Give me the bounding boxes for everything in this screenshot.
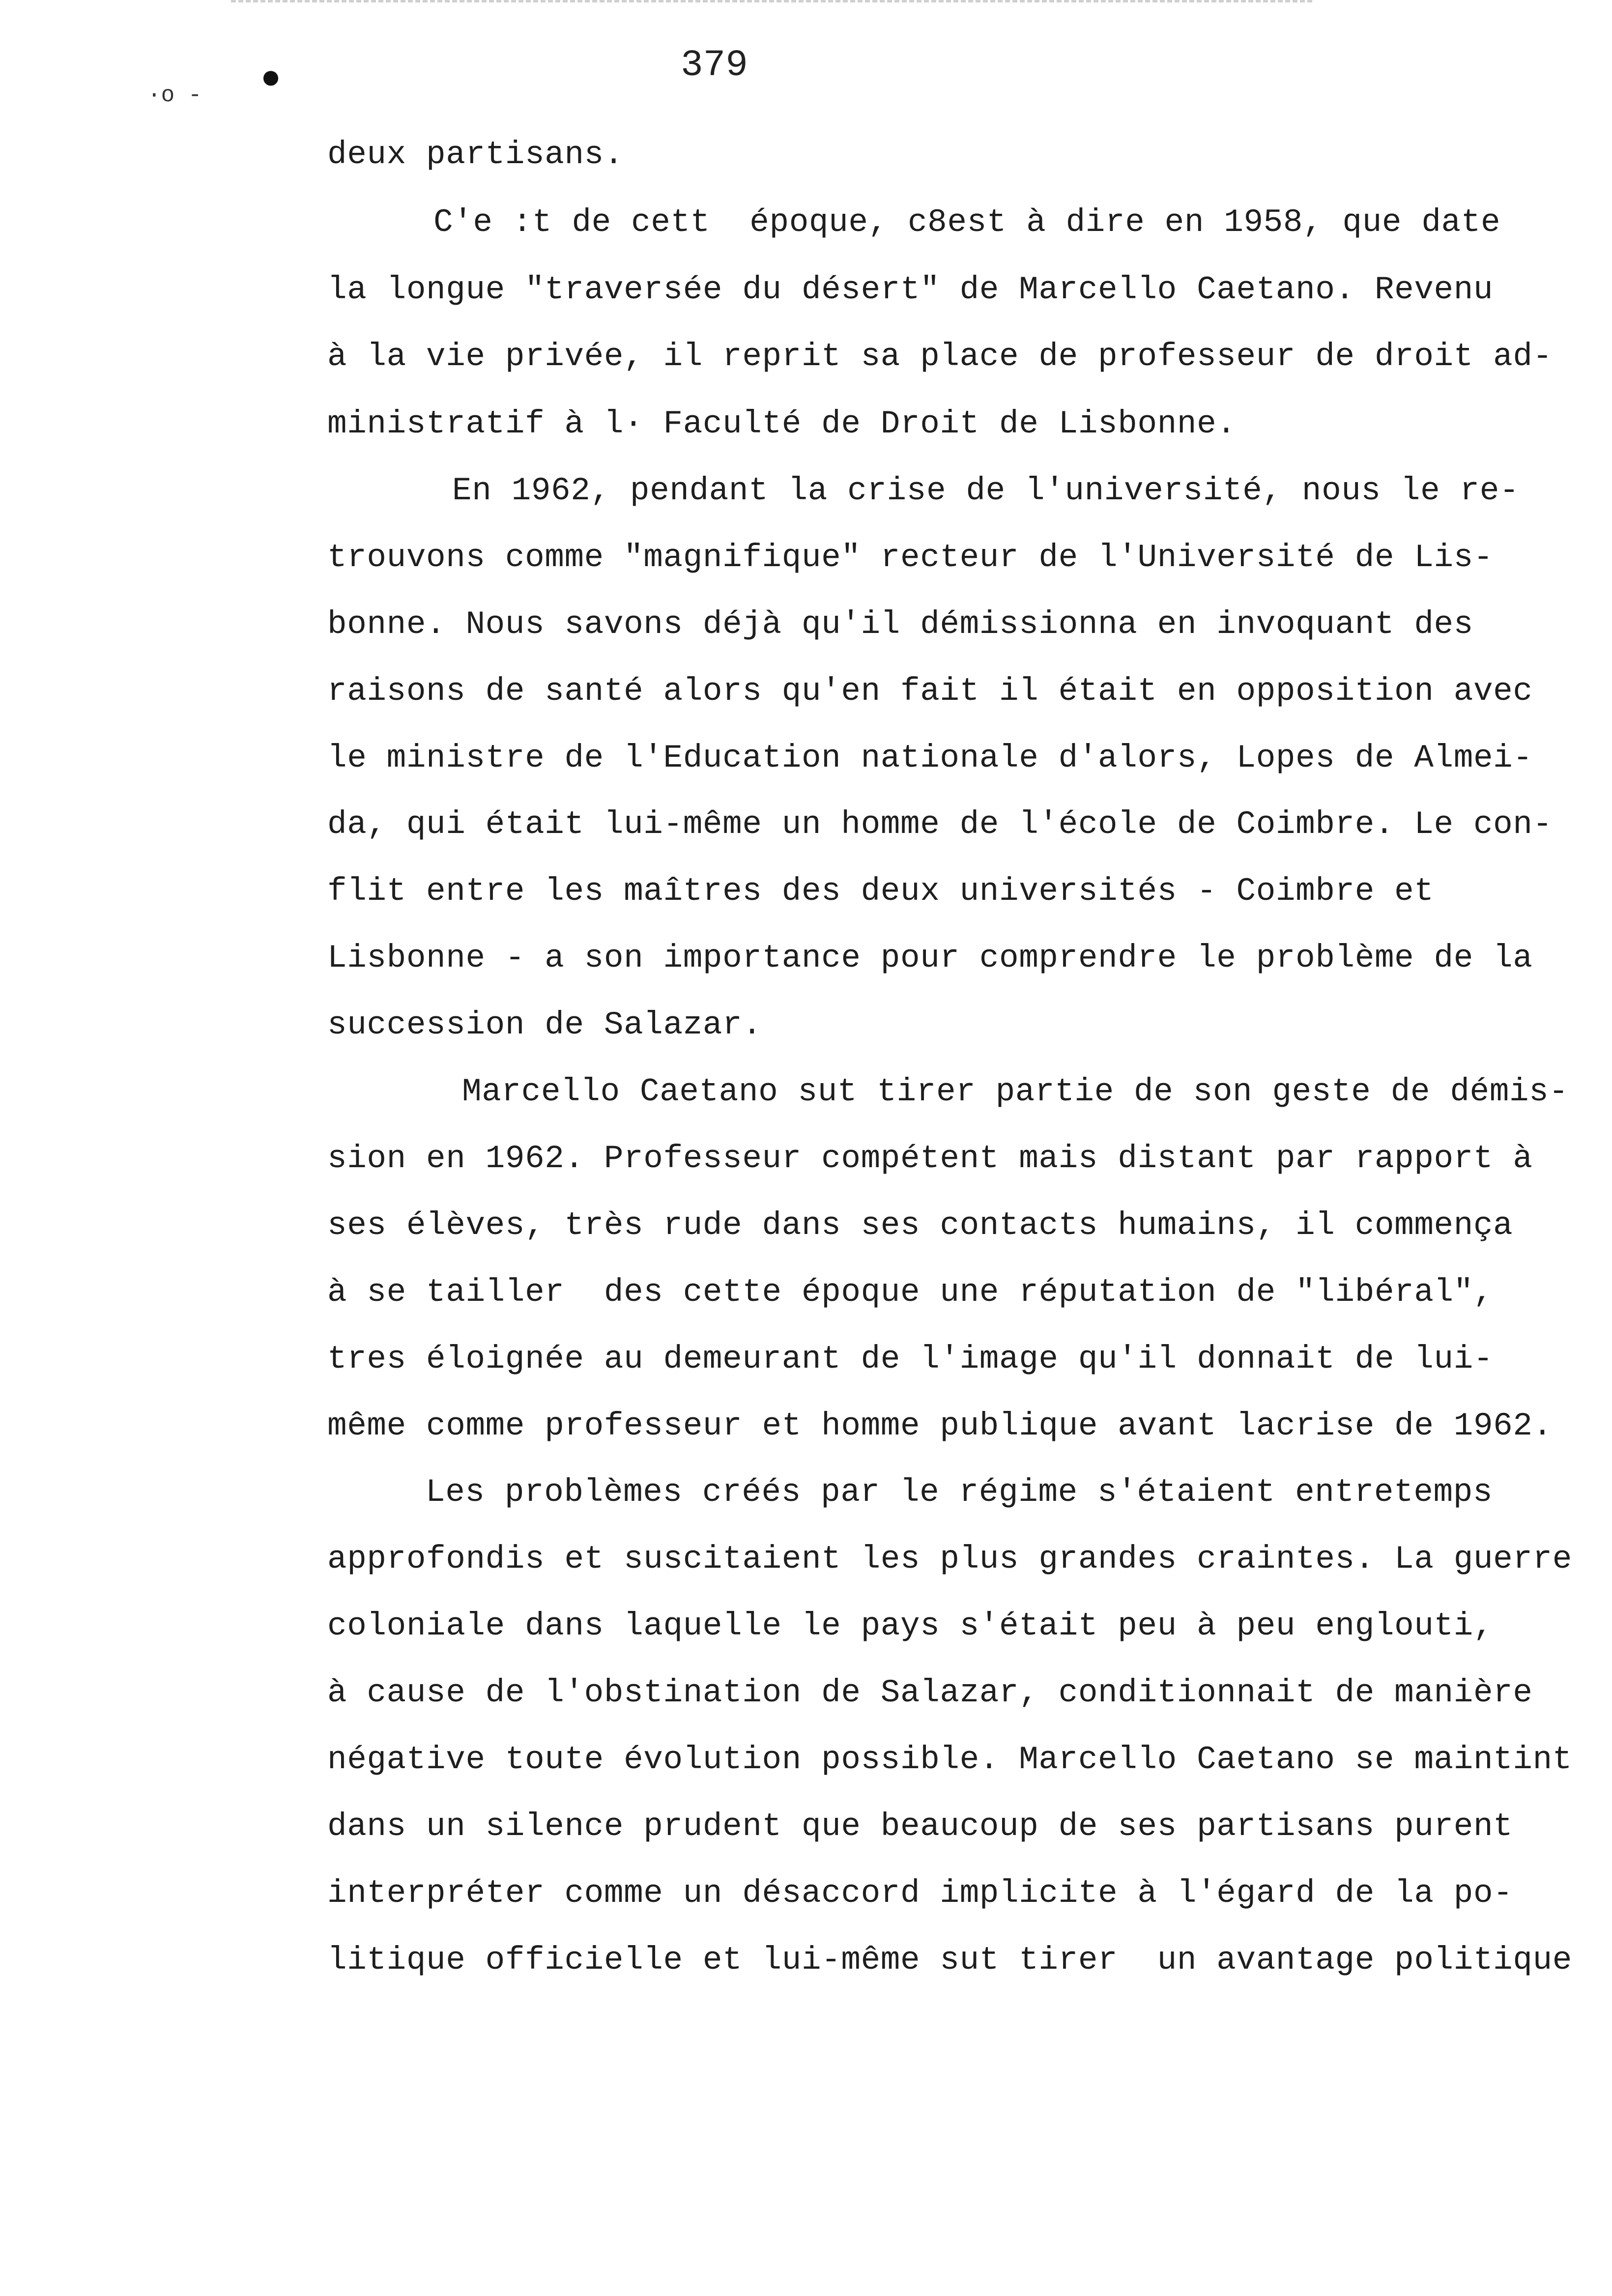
text-line: interpréter comme un désaccord implicite à l'égard de la po- [327, 1875, 1513, 1912]
text-line: trouvons comme "magnifique" recteur de l'Université de Lis- [327, 539, 1494, 576]
text-line: ministratif à l· Faculté de Droit de Lisbonne. [327, 405, 1237, 442]
text-line: C'e :t de cett époque, c8est à dire en 1958, que date [433, 204, 1501, 241]
text-line: tres éloignée au demeurant de l'image qu'il donnait de lui- [327, 1341, 1494, 1378]
text-line: da, qui était lui-même un homme de l'école de Coimbre. Le con- [327, 806, 1553, 843]
text-line: même comme professeur et homme publique avant lacrise de 1962. [327, 1407, 1553, 1444]
text-line: ses élèves, très rude dans ses contacts humains, il commença [327, 1207, 1513, 1244]
text-line: à la vie privée, il reprit sa place de professeur de droit ad- [327, 338, 1553, 375]
text-line: approfondis et suscitaient les plus grandes craintes. La guerre [327, 1541, 1573, 1578]
text-line: à se tailler des cette époque une réputation de "libéral", [327, 1274, 1494, 1311]
bullet-mark: ● [260, 60, 282, 99]
text-line: bonne. Nous savons déjà qu'il démissionna en invoquant des [327, 606, 1473, 643]
text-line: négative toute évolution possible. Marcello Caetano se maintint [327, 1741, 1573, 1778]
text-line: coloniale dans laquelle le pays s'était peu à peu englouti, [327, 1607, 1494, 1644]
text-line: le ministre de l'Education nationale d'alors, Lopes de Almei- [327, 740, 1533, 776]
text-line: raisons de santé alors qu'en fait il était en opposition avec [327, 673, 1533, 710]
text-line: succession de Salazar. [327, 1006, 762, 1043]
text-line: à cause de l'obstination de Salazar, conditionnait de manière [327, 1674, 1533, 1711]
top-scan-rule [231, 0, 1312, 2]
text-line: la longue "traversée du désert" de Marcello Caetano. Revenu [327, 271, 1494, 308]
text-line: flit entre les maîtres des deux universités - Coimbre et [327, 873, 1434, 910]
text-line: Marcello Caetano sut tirer partie de son geste de démis- [462, 1073, 1569, 1110]
text-line: Les problèmes créés par le régime s'étaient entretemps [426, 1474, 1493, 1511]
text-line: En 1962, pendant la crise de l'université, nous le re- [452, 472, 1520, 509]
text-line: dans un silence prudent que beaucoup de ses partisans purent [327, 1808, 1513, 1845]
text-line: deux partisans. [327, 136, 624, 173]
page-number: 379 [681, 44, 748, 86]
text-line: litique officielle et lui-même sut tirer un avantage politique [327, 1942, 1573, 1979]
text-line: Lisbonne - a son importance pour comprendre le problème de la [327, 940, 1533, 976]
margin-mark: ·o - [147, 83, 202, 108]
text-line: sion en 1962. Professeur compétent mais distant par rapport à [327, 1140, 1533, 1177]
